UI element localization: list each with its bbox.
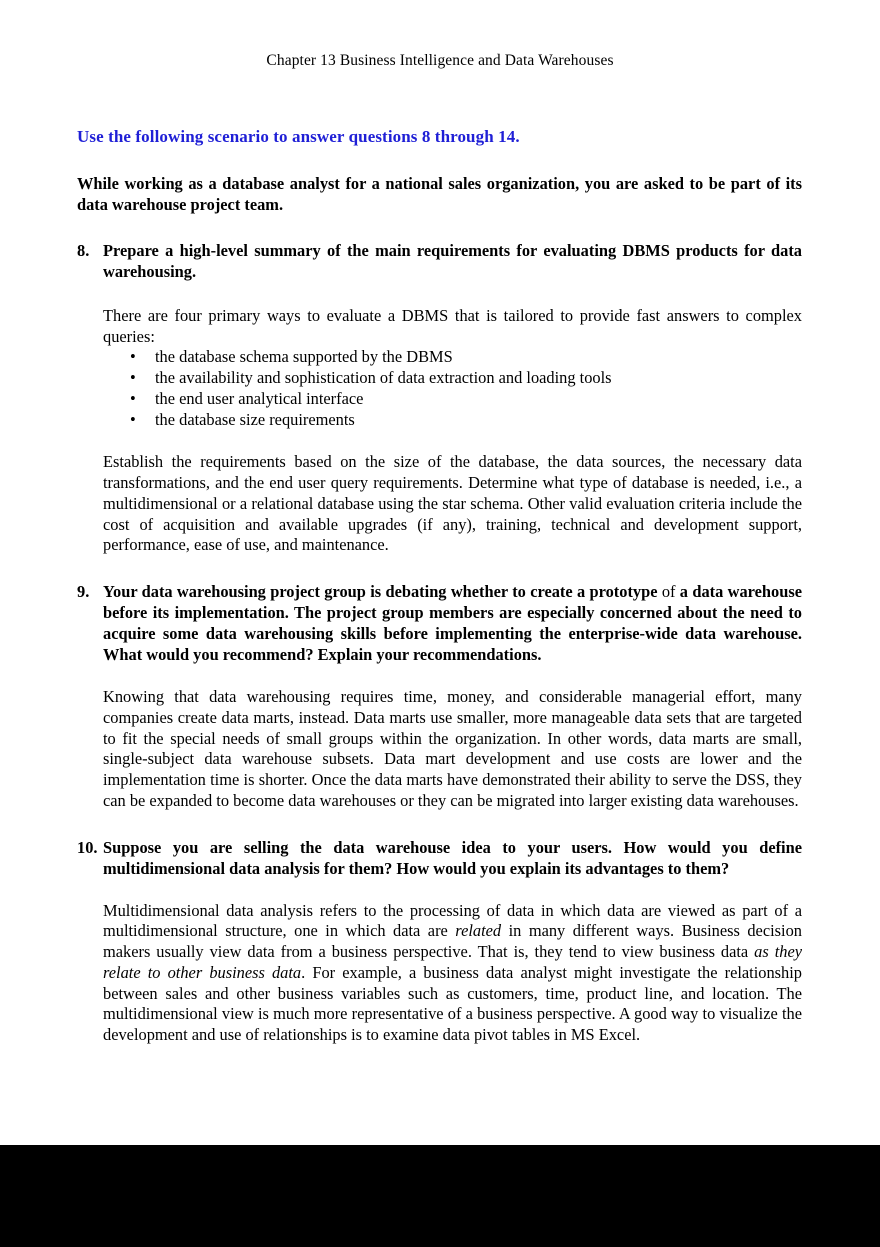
question-9-text [103,581,802,665]
answer-8-paragraph: Establish the requirements based on the size of the database, the data sources, the necessary data transformations, and the end user query requirements. Determine what type of database is needed, i.e., a multidimensional or a relational database using the star schema. Other valid evaluation criteria include the cost of acquisition and available upgrades (if any), training, technical and development support, performance, ease of use, and maintenance. [103,452,802,555]
answer-10-seg-2: in many different ways. Business decision makers usually view data from a business perspective. That is, they tend to view business data [103,921,802,962]
question-9-number: 9. [77,582,90,602]
answer-10-italic-2: as they relate to other business data [103,942,802,982]
list-item-label: the database size requirements [155,409,355,429]
answer-10-italic-1: related [455,921,502,941]
question-10-text-main: Suppose you are selling the data warehouse idea to your users. How would you define multidimensional data analysis for them? How would you explain its advantages to them? [103,837,802,878]
list-item-label: the database schema supported by the DBMS [155,347,453,367]
answer-10-seg-1: Multidimensional data analysis refers to the processing of data in which data are viewed as part of a multidimensional structure, one in which data are [103,900,802,941]
scenario-heading: Use the following scenario to answer questions 8 through 14. [77,126,520,146]
bullet-icon: • [130,409,136,429]
question-8-text [103,240,802,282]
answer-8-bullet-list [130,347,880,430]
question-9 [77,581,802,665]
question-9-text-regular: of [661,582,676,602]
answer-10-seg-3: . For example, a business data analyst might investigate the relationship between sales and other business variables such as customers, time, product line, and location. The multidimensional view is much more representative of a business perspective. A good way to visualize the development and use of relationships is to examine data pivot tables in MS Excel. [103,962,803,1045]
question-9-text-part2: a data warehouse before its implementation. The project group members are especially concerned about the need to acquire some data warehousing skills before implementing the enterprise-wide data warehouse. What would you recommend? Explain your recommendations. [103,582,802,665]
question-8-text-main: Prepare a high-level summary of the main requirements for evaluating DBMS products for data warehousing. [103,240,802,281]
running-head: Chapter 13 Business Intelligence and Data Warehouses [266,52,614,69]
question-8 [77,240,802,282]
question-8-number: 8. [77,240,90,260]
list-item [130,368,880,389]
bullet-icon: • [130,388,136,408]
bullet-icon: • [130,368,136,388]
list-item [130,410,880,431]
list-item [130,389,880,410]
list-item [130,347,880,368]
answer-8-lead-in: There are four primary ways to evaluate a DBMS that is tailored to provide fast answers to complex queries: [103,305,802,346]
bottom-black-band [0,1145,880,1247]
question-10 [77,837,802,879]
question-10-number: 10. [77,837,98,857]
answer-10-paragraph [103,901,802,1046]
scenario-paragraph: While working as a database analyst for a national sales organization, you are asked to be part of its data warehouse project team. [77,173,802,214]
question-10-text [103,837,802,879]
list-item-label: the end user analytical interface [155,388,364,408]
answer-9-paragraph: Knowing that data warehousing requires time, money, and considerable managerial effort, many companies create data marts, instead. Data marts use smaller, more manageable data sets that are targeted to fit the special needs of small groups within the organization. In other words, data marts are small, single-subject data warehouse subsets. Data mart development and use costs are lower and the implementation time is shorter. Once the data marts have demonstrated their ability to serve the DSS, they can be expanded to become data warehouses or they can be migrated into larger existing data warehouses. [103,687,802,810]
question-9-text-part1: Your data warehousing project group is debating whether to create a prototype [103,582,662,602]
list-item-label: the availability and sophistication of data extraction and loading tools [155,368,612,388]
bullet-icon: • [130,347,136,367]
